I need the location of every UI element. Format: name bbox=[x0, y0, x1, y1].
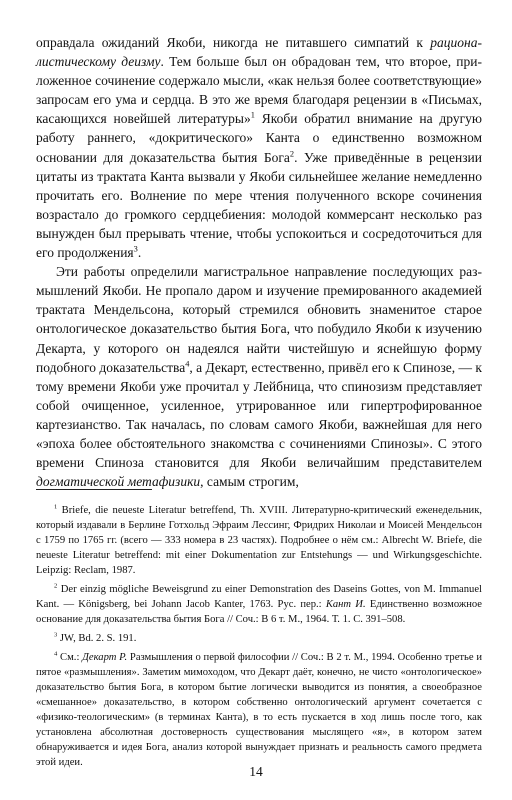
emphasis: догматической метафизики bbox=[36, 474, 201, 490]
footnote-text: Единственно возможное основание для доказательства бытия Бога // Соч.: В 6 т. М., 1964. Т. 1. С. 391–508. bbox=[36, 599, 483, 625]
footnote-text: JW, Bd. 2. S. 191. bbox=[57, 633, 137, 644]
text-run: . Уже приведённые в рецензии цитаты из трактата Канта вызвали у Якоби сильнейшее желание немедленно прочитать его. Волнение по мере чтения полученного вскоре сочинения возрастало до громкого сердцебиения: молодой коммерсант несколько раз вынужден был прерывать чтение, чтобы успокоиться и сосредоточиться для его продолжения bbox=[36, 149, 482, 261]
text-run: оправдала ожиданий Якоби, никогда не питавшего симпатий к bbox=[36, 35, 431, 50]
paragraph-2 bbox=[36, 262, 482, 491]
footnote-3 bbox=[36, 631, 482, 646]
emphasis: рационалистическому деизму bbox=[36, 35, 482, 70]
text-run: , самым строгим, bbox=[200, 474, 299, 490]
footnote-divider bbox=[36, 489, 152, 490]
footnote-text: См.: bbox=[57, 652, 83, 663]
text-run: . bbox=[137, 245, 142, 261]
emphasis: Декарт Р. bbox=[82, 652, 128, 663]
footnote-1 bbox=[36, 503, 482, 578]
footnote-ref-1[interactable]: 1 bbox=[250, 110, 255, 120]
footnote-ref-4[interactable]: 4 bbox=[185, 359, 190, 369]
main-text bbox=[36, 33, 482, 491]
footnote-mark: 2 bbox=[54, 582, 58, 590]
footnotes bbox=[36, 503, 482, 774]
footnote-2 bbox=[36, 582, 482, 627]
emphasis: Кант И. bbox=[325, 599, 366, 610]
text-run: . Тем больше был он обрадован тем, что второе, приложенное сочинение содержало мысли, «как нельзя более соответствующие» запросам его ума и сердца. В это же время благодаря рецензии в «Письмах, касающихся новейшей литературы» bbox=[36, 54, 483, 127]
footnote-text: Размышления о первой философии // Соч.: В 2 т. М., 1994. Особенно третье и пятое «размышления». Заметим мимоходом, что Декарт даёт, конечно, не чисто «онтологическое» доказательство бытия Бога, в котором бытие логически выводится из понятия, а своеобразное «смешанное» доказательство, в котором собственно онтологический аргумент сочетается с «физико-теологическим» (в терминах Канта), в то есть пускается в ход лишь после того, как установлена абсолютная достоверность существования мыслящего «я», в котором затем обнаруживается и идея Бога, анализ которой вынуждает признать и реальность самого предмета этой идеи. bbox=[36, 652, 482, 768]
page-number: 14 bbox=[249, 764, 263, 779]
footnote-ref-3[interactable]: 3 bbox=[133, 244, 138, 254]
text-run: , а Декарт, естественно, привёл его к Спинозе, — к тому времени Якоби уже прочитал у Лейбница, что спинозизм представляет собой очищенное, усиленное, утрированное или гипертрофированное картезианство. Так началась, по словам самого Якоби, важнейшая для него «эпоха более обстоятельного знакомства с сочинениями Спинозы». С этого времени Спиноза становится для Якоби величайшим представителем bbox=[36, 359, 482, 471]
footnote-ref-2[interactable]: 2 bbox=[289, 149, 295, 159]
text-run: Эти работы определили магистральное направление последующих размышлений Якоби. Не пропало даром и изучение премированного академией трактата Мендельсона, который стремился обновить знаменитое старое онтологическое доказательство бытия Бога, что побудило Якоби к изучению Декарта, у которого он надеялся найти чистейшую и яснейшую форму подобного доказательства bbox=[36, 264, 482, 375]
footnote-mark: 3 bbox=[54, 631, 58, 639]
footnote-mark: 4 bbox=[54, 650, 58, 658]
text-run: Якоби обратил внимание на другую работу раннего, «докритического» Канта о единственно возможном основании для доказательства бытия Бога bbox=[36, 111, 482, 165]
footnote-4 bbox=[36, 650, 482, 770]
footnote-text: Der einzig mögliche Beweisgrund zu einer Demonstration des Daseins Gottes, von M. Immanuel Kant. — Königsberg, bei Johann Jacob Kanter, 1763. Рус. пер.: bbox=[36, 584, 482, 610]
footnote-text: Briefe, die neueste Literatur betreffend, Th. XVIII. Литературно-критический еженедельник, который издавали в Берлине Готхольд Эфраим Лессинг, Фридрих Николаи и Моисей Мендельсон с 1759 по 1765 гг. (всего — 333 номера в 23 частях). Подробнее о нём см.: Albrecht W. Briefe, die neueste Literatur betreffend: mit einer Dokumentation zur Entstehungs — und Wirkungsgeschichte. Leipzig: Reclam, 1987. bbox=[36, 505, 482, 576]
paragraph-1 bbox=[36, 33, 482, 262]
footnote-mark: 1 bbox=[54, 503, 58, 511]
